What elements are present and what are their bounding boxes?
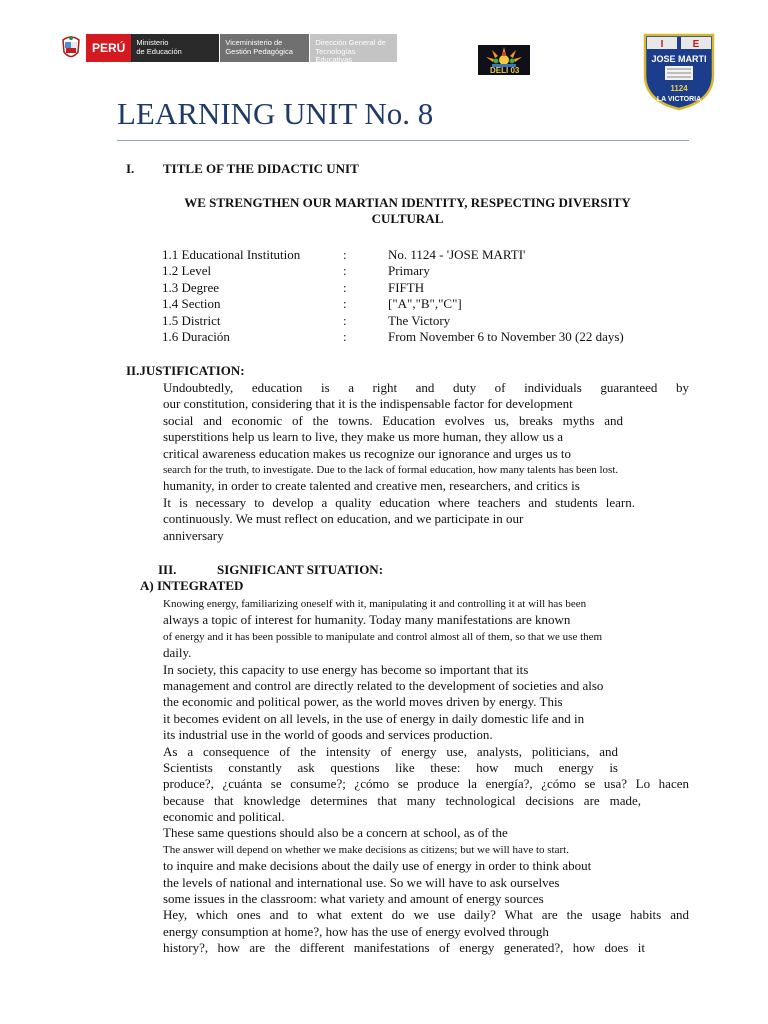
info-separator: : xyxy=(343,312,347,328)
text-line: In society, this capacity to use energy has become so important that its xyxy=(163,661,529,677)
info-label: 1.2 Level xyxy=(162,263,212,279)
text-line: the levels of national and international use. So we will have to ask ourselves xyxy=(163,874,560,890)
vice-ministry-line-2: Gestión Pedagógica xyxy=(225,46,293,56)
subsection-a-heading: A) INTEGRATED xyxy=(140,578,244,593)
info-separator: : xyxy=(343,329,347,344)
school-crest-icon xyxy=(641,31,717,111)
text-line: Hey, which ones and to what extent do we use daily? What are the usage habits and xyxy=(163,907,689,923)
info-value: From November 6 to November 30 (22 days) xyxy=(388,329,624,344)
text-line: economic and political. xyxy=(163,809,285,825)
ministry-box xyxy=(131,34,219,62)
crest-letter-e: E xyxy=(692,39,700,50)
crest-letter-i: I xyxy=(660,39,664,50)
text-line: of energy and it has been possible to manipulate and control almost all of them, so that we use them xyxy=(163,630,603,643)
significant-situation-text xyxy=(163,596,689,957)
crest-school-name: JOSE MARTI xyxy=(651,54,707,64)
vice-ministry-box xyxy=(219,34,309,62)
crest-number: 1124 xyxy=(670,84,688,93)
text-line: superstitions help us learn to live, they make us more human, they allow us a xyxy=(163,429,564,445)
text-line: critical awareness education makes us recognize our ignorance and urges us to xyxy=(163,445,572,461)
title-divider xyxy=(117,140,689,141)
text-line: the economic and political power, as the world moves driven by energy. This xyxy=(163,694,563,710)
info-row xyxy=(0,247,768,263)
didactic-unit-title xyxy=(126,195,689,228)
crest-district: LA VICTORIA xyxy=(656,96,702,103)
text-line: continuously. We must reflect on education, and we participate in our xyxy=(163,511,524,527)
info-value: Primary xyxy=(388,263,430,279)
section-1-number: I. xyxy=(126,161,135,176)
info-value: The Victory xyxy=(388,312,451,328)
text-line: always a topic of interest for humanity. Today many manifestations are known xyxy=(163,612,571,628)
peru-coat-of-arms-icon xyxy=(60,34,82,62)
text-line: produce?, ¿cuánta se consume?; ¿cómo se produce la energía?, ¿cómo se usa? Lo hacen xyxy=(163,776,689,792)
info-row xyxy=(0,313,768,329)
text-line: Scientists constantly ask questions like these: how much energy is xyxy=(163,759,618,775)
section-2-heading: II.JUSTIFICATION: xyxy=(126,363,245,378)
government-logo-bar xyxy=(60,34,397,62)
info-row xyxy=(0,329,768,345)
text-line: management and control are directly related to the development of societies and also xyxy=(163,677,604,693)
text-line: our constitution, considering that it is the indispensable factor for development xyxy=(163,396,573,412)
text-line: daily. xyxy=(163,645,192,661)
justification-text xyxy=(163,380,689,544)
deli-caption: DELI 03 xyxy=(490,66,520,75)
text-line: some issues in the classroom: what variety and amount of energy sources xyxy=(163,891,544,907)
info-label: 1.1 Educational Institution xyxy=(162,247,301,262)
vice-ministry-line-1: Viceministerio de xyxy=(225,38,283,47)
page-title: LEARNING UNIT No. 8 xyxy=(117,96,434,131)
ministry-line-2: de Educación xyxy=(136,46,182,56)
info-separator: : xyxy=(343,279,347,295)
text-line: The answer will depend on whether we make decisions as citizens; but we will have to start. xyxy=(163,843,569,856)
info-label: 1.3 Degree xyxy=(162,279,220,295)
text-line: humanity, in order to create talented and creative men, researchers, and critics is xyxy=(163,478,580,494)
section-1-heading: TITLE OF THE DIDACTIC UNIT xyxy=(163,161,359,176)
text-line: anniversary xyxy=(163,527,224,543)
ministry-line-1: Ministerio xyxy=(136,38,169,47)
info-value: ["A","B","C"] xyxy=(388,296,462,312)
text-line: history?, how are the different manifestations of energy generated?, how does it xyxy=(163,940,645,956)
info-row xyxy=(0,280,768,296)
text-line: Knowing energy, familiarizing oneself with it, manipulating it and controlling it at will has been xyxy=(163,598,587,610)
info-label: 1.6 Duración xyxy=(162,329,230,344)
text-line: its industrial use in the world of goods and services production. xyxy=(163,727,493,743)
text-line: because that knowledge determines that many technological decisions are made, xyxy=(163,792,641,808)
text-line: search for the truth, to investigate. Due to the lack of formal education, how many talents has been lost. xyxy=(163,463,619,476)
info-separator: : xyxy=(343,296,347,312)
section-3-number: III. xyxy=(158,562,177,577)
info-row xyxy=(0,296,768,312)
peru-label: PERÚ xyxy=(86,34,131,62)
text-line: to inquire and make decisions about the daily use of energy in order to think about xyxy=(163,858,592,874)
didactic-unit-title-line-1: WE STRENGTHEN OUR MARTIAN IDENTITY, RESPECTING DIVERSITY xyxy=(184,195,631,210)
info-separator: : xyxy=(343,247,347,262)
text-line: As a consequence of the intensity of energy use, analysts, politicians, and xyxy=(163,743,618,759)
directorate-line-1: Dirección General de xyxy=(315,38,386,47)
info-separator: : xyxy=(343,263,347,279)
text-line: it becomes evident on all levels, in the use of energy in daily domestic life and in xyxy=(163,710,585,726)
text-line: social and economic of the towns. Education evolves us, breaks myths and xyxy=(163,412,623,428)
info-value: FIFTH xyxy=(388,279,425,295)
info-value: No. 1124 - 'JOSE MARTI' xyxy=(388,247,526,262)
text-line: It is necessary to develop a quality education where teachers and students learn. xyxy=(163,494,635,510)
directorate-box xyxy=(309,34,397,62)
didactic-unit-title-line-2: CULTURAL xyxy=(371,211,444,227)
directorate-line-2: Tecnologías Educativas xyxy=(315,46,356,64)
text-line: These same questions should also be a concern at school, as of the xyxy=(163,825,508,841)
info-label: 1.5 District xyxy=(162,312,221,328)
text-line: energy consumption at home?, how has the use of energy evolved through xyxy=(163,923,549,939)
text-line: Undoubtedly, education is a right and duty of individuals guaranteed by xyxy=(163,380,689,395)
info-row xyxy=(0,263,768,279)
section-3-heading: SIGNIFICANT SITUATION: xyxy=(217,562,384,577)
info-label: 1.4 Section xyxy=(162,296,221,312)
